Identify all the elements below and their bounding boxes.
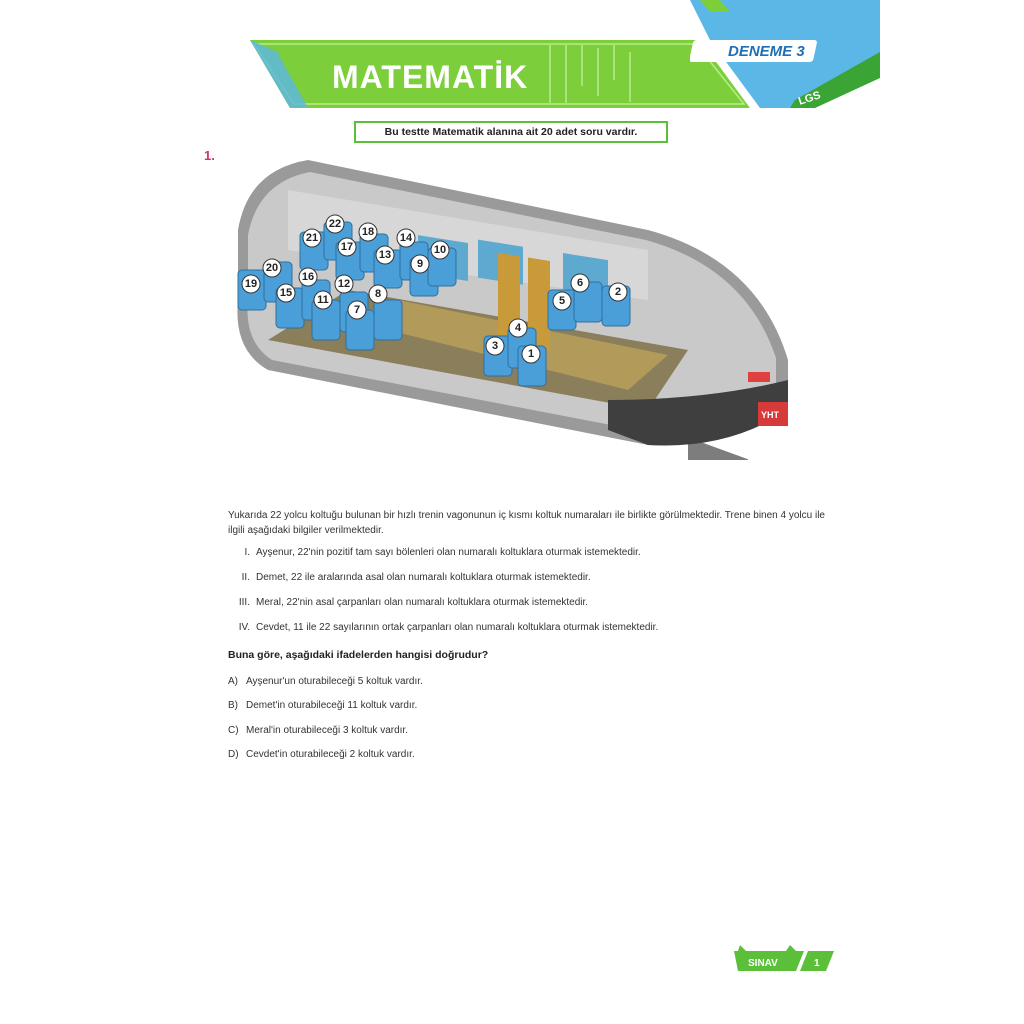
seat-number: 16 — [301, 271, 315, 283]
seat-number: 11 — [317, 294, 329, 306]
statement-numeral: I. — [244, 547, 250, 558]
seat-number: 12 — [337, 278, 351, 290]
seat-number: 3 — [491, 340, 499, 352]
seat-number: 21 — [305, 232, 319, 244]
answer-option-d[interactable] — [228, 749, 415, 760]
seat-number: 8 — [374, 288, 382, 300]
train-wagon-illustration — [228, 150, 798, 460]
statement-numeral: II. — [241, 572, 250, 583]
statement-item — [236, 597, 588, 608]
statement-item — [236, 622, 658, 633]
statement-item — [236, 547, 641, 558]
seat-number: 1 — [527, 348, 535, 360]
question-intro: Yukarıda 22 yolcu koltuğu bulunan bir hızlı trenin vagonunun iç kısmı koltuk numaraları ile birlikte görülmektedir. Trene binen 4 yolcu ile ilgili aşağıdaki bilgiler verilmektedir. — [228, 510, 825, 536]
option-text: Cevdet'in oturabileceği 2 koltuk vardır. — [246, 749, 415, 760]
answer-option-b[interactable] — [228, 700, 417, 711]
seat-number: 9 — [416, 258, 424, 270]
seat-number: 4 — [514, 322, 522, 334]
option-letter: D) — [228, 749, 239, 760]
option-letter: B) — [228, 700, 238, 711]
test-info-box: Bu testte Matematik alanına ait 20 adet soru vardır. — [354, 121, 668, 143]
seat-number: 14 — [399, 232, 413, 244]
exam-type: LGS — [796, 89, 823, 108]
seat-number: 10 — [433, 244, 447, 256]
subject-title: MATEMATİK — [332, 59, 529, 95]
statement-text: Meral, 22'nin asal çarpanları olan numaralı koltuklara oturmak istemektedir. — [256, 597, 589, 608]
subject-banner — [250, 36, 750, 112]
exam-corner-badge — [690, 0, 880, 108]
seat-number: 6 — [576, 277, 584, 289]
option-letter: A) — [228, 676, 238, 687]
statement-text: Ayşenur, 22'nin pozitif tam sayı bölenleri olan numaralı koltuklara oturmak istemektedir. — [256, 547, 641, 558]
train-brand-label: YHT — [761, 410, 779, 420]
seat-number: 7 — [353, 304, 361, 316]
logo-text: SINAV — [748, 958, 778, 969]
exam-label: DENEME 3 — [728, 43, 805, 60]
seat-number: 20 — [265, 262, 279, 274]
statement-text: Cevdet, 11 ile 22 sayılarının ortak çarpanları olan numaralı koltuklara oturmak istemektedir. — [256, 622, 659, 633]
seat-number: 15 — [279, 287, 293, 299]
statement-item — [236, 572, 591, 583]
option-text: Demet'in oturabileceği 11 koltuk vardır. — [246, 700, 418, 711]
seat-number: 18 — [361, 226, 375, 238]
answer-option-c[interactable] — [228, 725, 408, 736]
option-text: Ayşenur'un oturabileceği 5 koltuk vardır. — [246, 676, 423, 687]
page-number: 1 — [814, 958, 820, 969]
statement-text: Demet, 22 ile aralarında asal olan numaralı koltuklara oturmak istemektedir. — [256, 572, 591, 583]
answer-option-a[interactable] — [228, 676, 423, 687]
statement-numeral: III. — [238, 597, 250, 608]
seat-number: 22 — [328, 218, 342, 230]
statement-numeral: IV. — [238, 622, 250, 633]
seat-number: 5 — [558, 295, 566, 307]
seat-number: 13 — [378, 249, 392, 261]
sinav-logo — [734, 945, 834, 975]
seat-number: 19 — [244, 278, 258, 290]
seat-number: 2 — [614, 286, 622, 298]
question-prompt: Buna göre, aşağıdaki ifadelerden hangisi doğrudur? — [228, 649, 489, 661]
question-number: 1. — [204, 148, 215, 163]
option-text: Meral'in oturabileceği 3 koltuk vardır. — [246, 725, 408, 736]
option-letter: C) — [228, 725, 239, 736]
seat-number: 17 — [340, 241, 354, 253]
